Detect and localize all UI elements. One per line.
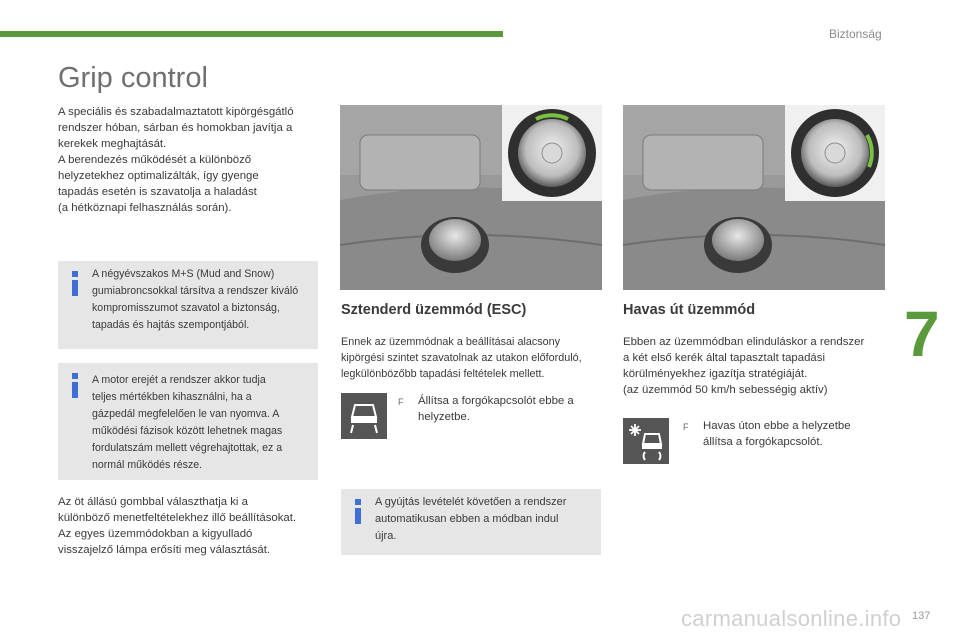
photo-snow-mode xyxy=(623,105,885,290)
intro-paragraph: A speciális és szabadalmaztatott kipörgésgátló rendszer hóban, sárban és homokban javítja a kerekek meghajtását. A berendezés működését a különböző helyzetekhez optimalizálták, így gyenge tapadás esetén is szavatolja a haladást (a hétköznapi felhasználás során). xyxy=(58,106,294,214)
heading-standard-mode: Sztenderd üzemmód (ESC) xyxy=(341,302,527,318)
photo-standard-mode xyxy=(340,105,602,290)
console-illustration xyxy=(340,105,602,290)
snow-mode-paragraph: Ebben az üzemmódban elinduláskor a rendszer a két első kerék által tapasztalt tapadási körülményekhez igazítja stratégiáját. (az üzemmód 50 km/h sebességig aktív) xyxy=(623,336,865,396)
info-icon xyxy=(355,499,361,524)
info-icon xyxy=(72,271,78,296)
header-accent-bar xyxy=(0,31,503,37)
info-box-engine: A motor erejét a rendszer akkor tudja teljes mértékben kihasználni, ha a gázpedál megfelelően le van nyomva. A működési fázisok között lehetnek magas fordulatszám mellett végrehajtottak, ez a normál működés része. xyxy=(58,363,318,480)
watermark: carmanualsonline.info xyxy=(681,606,902,631)
heading-snow-mode: Havas út üzemmód xyxy=(623,302,756,318)
standard-mode-icon xyxy=(341,393,387,439)
page-title: Grip control xyxy=(58,62,208,94)
info-box-ignition: A gyújtás levételét követően a rendszer automatikusan ebben a módban indul újra. xyxy=(341,489,601,555)
snow-mode-instruction: F Havas úton ebbe a helyzetbe állítsa a forgókapcsolót. xyxy=(683,420,851,448)
info-icon xyxy=(72,373,78,398)
standard-mode-paragraph: Ennek az üzemmódnak a beállításai alacsony kipörgési szintet szavatolnak az utakon előforduló, legkülönbözőbb tapadási feltételek mellett. xyxy=(341,336,582,380)
car-traction-icon xyxy=(341,393,387,439)
outro-paragraph: Az öt állású gombbal választhatja ki a különböző menetfeltételekhez illő beállításokat. Az egyes üzemmódokban a kigyulladó visszajelző lámpa erősíti meg választását. xyxy=(58,496,297,556)
snow-mode-icon xyxy=(623,418,669,464)
page-number: 137 xyxy=(912,610,931,622)
snowflake-car-icon xyxy=(623,418,669,464)
section-title: Biztonság xyxy=(829,27,882,41)
chapter-number: 7 xyxy=(904,298,940,370)
standard-mode-instruction: F Állítsa a forgókapcsolót ebbe a helyzetbe. xyxy=(398,395,574,423)
console-illustration xyxy=(623,105,885,290)
info-box-tyres: A négyévszakos M+S (Mud and Snow) gumiabroncsokkal társítva a rendszer kiváló kompromisszumot szavatol a biztonság, tapadás és hajtás szempontjából. xyxy=(58,261,318,349)
